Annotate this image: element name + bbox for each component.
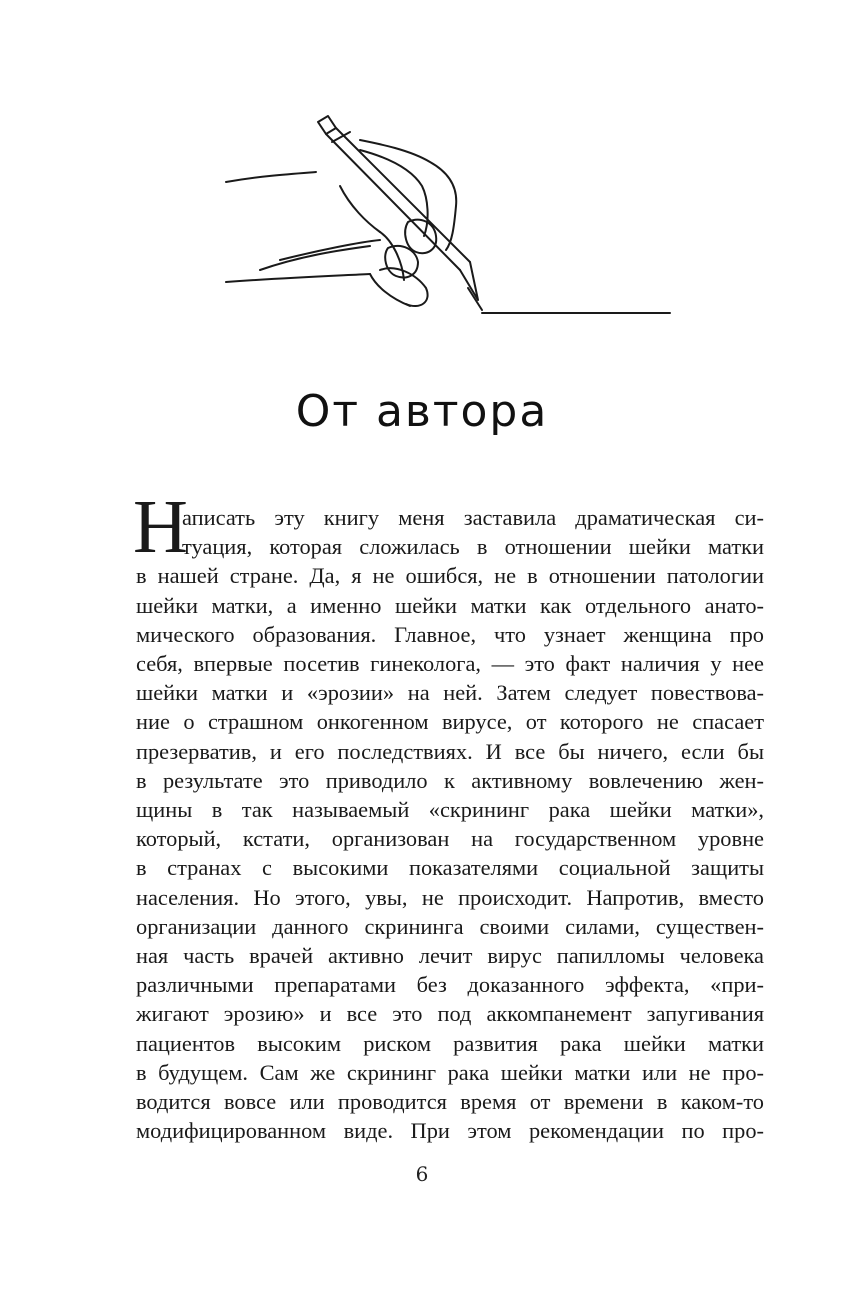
chapter-title: От автора bbox=[295, 386, 549, 437]
paragraph-line: шейки матки и «эрозии» на ней. Затем следует повествова- bbox=[136, 680, 764, 706]
paragraph-line: различными препаратами без доказанного эффекта, «при- bbox=[136, 972, 764, 998]
paragraph-line: ная часть врачей активно лечит вирус папилломы человека bbox=[136, 943, 764, 969]
hand-writing-with-pen-icon bbox=[220, 110, 680, 330]
paragraph-line: пациентов высоким риском развития рака шейки матки bbox=[136, 1030, 764, 1056]
paragraph-line: себя, впервые посетив гинеколога, — это факт наличия у нее bbox=[136, 651, 764, 677]
paragraph-line: мического образования. Главное, что узнает женщина про bbox=[136, 621, 764, 647]
paragraph-line: шейки матки, а именно шейки матки как отдельного анато- bbox=[136, 592, 764, 618]
paragraph-line: в нашей стране. Да, я не ошибся, не в отношении патологии bbox=[136, 563, 764, 589]
paragraph-line: щины в так называемый «скрининг рака шейки матки», bbox=[136, 797, 764, 823]
paragraph-line: в странах с высокими показателями социальной защиты bbox=[136, 855, 764, 881]
paragraph-line: населения. Но этого, увы, не происходит. Напротив, вместо bbox=[136, 884, 764, 910]
chapter-paragraph bbox=[136, 503, 764, 1145]
paragraph-line: модифицированном виде. При этом рекомендации по про- bbox=[136, 1118, 764, 1144]
page-number: 6 bbox=[415, 1162, 429, 1186]
paragraph-line: туация, которая сложилась в отношении шейки матки bbox=[182, 534, 764, 560]
paragraph-line: в будущем. Сам же скрининг рака шейки матки или не про- bbox=[136, 1059, 764, 1085]
paragraph-line: аписать эту книгу меня заставила драматическая си- bbox=[182, 505, 764, 530]
paragraph-line: который, кстати, организован на государственном уровне bbox=[136, 826, 764, 852]
paragraph-line: презерватив, и его последствиях. И все бы ничего, если бы bbox=[136, 738, 764, 764]
paragraph-line: организации данного скрининга своими силами, существен- bbox=[136, 913, 764, 939]
paragraph-line: жигают эрозию» и все это под аккомпанемент запугивания bbox=[136, 1001, 764, 1027]
paragraph-line: водится вовсе или проводится время от времени в каком-то bbox=[136, 1089, 764, 1115]
paragraph-line: в результате это приводило к активному вовлечению жен- bbox=[136, 767, 764, 793]
drop-cap-letter: Н bbox=[133, 485, 188, 569]
paragraph-line: ние о страшном онкогенном вирусе, от которого не спасает bbox=[136, 709, 764, 735]
